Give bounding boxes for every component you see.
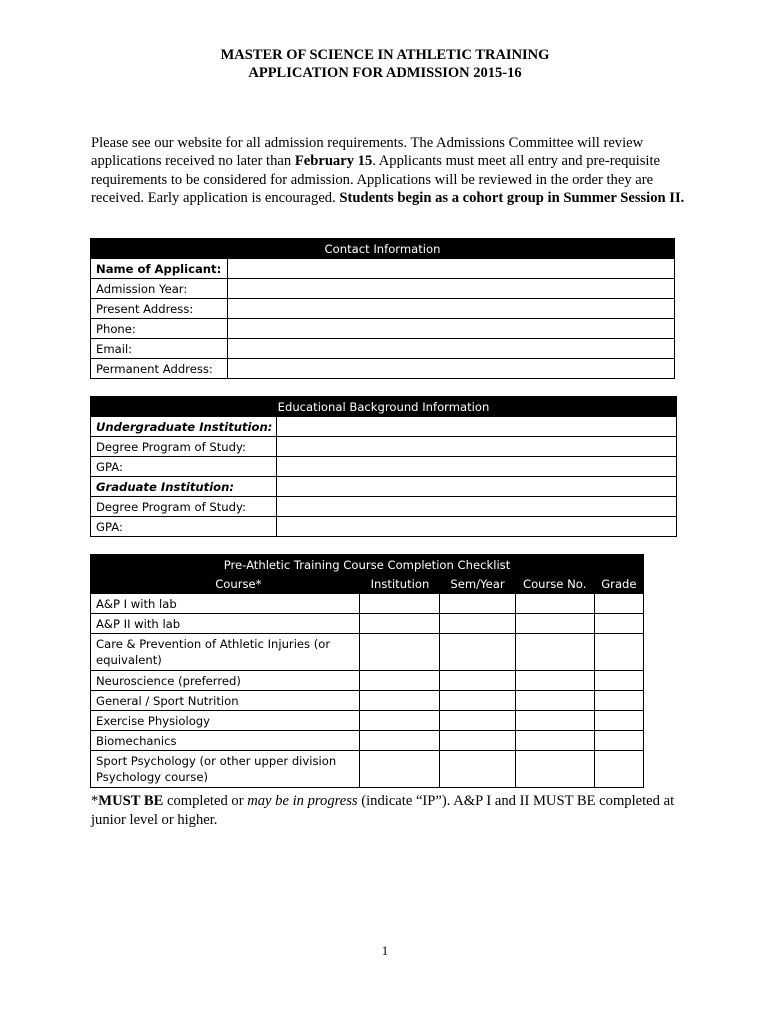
table-row: [91, 711, 644, 731]
institution-cell[interactable]: [360, 614, 440, 634]
course-no-cell[interactable]: [515, 731, 594, 751]
footnote-text-2: (indicate “IP”). A&P I and II MUST BE completed at junior level or higher.: [91, 793, 675, 828]
phone-input[interactable]: [228, 319, 675, 339]
institution-cell[interactable]: [360, 731, 440, 751]
column-course: Course*: [91, 575, 360, 594]
footnote-must-be: MUST BE: [98, 793, 164, 809]
column-grade: Grade: [594, 575, 643, 594]
admission-year-input[interactable]: [228, 279, 675, 299]
checklist-header: Pre-Athletic Training Course Completion Checklist: [91, 555, 644, 575]
course-no-cell[interactable]: [515, 594, 594, 614]
intro-text-2: . Applicants must meet all entry and pre-requisite requirements to be considered for admission. Applications will be reviewed in the order they are received. Early application is encouraged.: [91, 153, 660, 207]
admission-year-label: Admission Year:: [91, 279, 228, 299]
permanent-address-label: Permanent Address:: [91, 359, 228, 379]
undergrad-gpa-label: GPA:: [91, 457, 277, 477]
email-label: Email:: [91, 339, 228, 359]
table-row: [91, 731, 644, 751]
grad-institution-label: Graduate Institution:: [91, 477, 277, 497]
course-no-cell[interactable]: [515, 751, 594, 788]
course-name: Neuroscience (preferred): [91, 671, 360, 691]
grad-gpa-input[interactable]: [277, 517, 677, 537]
undergrad-degree-input[interactable]: [277, 437, 677, 457]
education-table: [90, 396, 677, 537]
title-line-1: MASTER OF SCIENCE IN ATHLETIC TRAINING: [220, 47, 550, 63]
course-no-cell[interactable]: [515, 634, 594, 671]
sem-year-cell[interactable]: [440, 711, 515, 731]
grad-institution-input[interactable]: [277, 477, 677, 497]
name-input[interactable]: [228, 259, 675, 279]
grad-degree-label: Degree Program of Study:: [91, 497, 277, 517]
document-title: [0, 46, 770, 82]
sem-year-cell[interactable]: [440, 671, 515, 691]
title-line-2: APPLICATION FOR ADMISSION 2015-16: [248, 65, 522, 81]
course-no-cell[interactable]: [515, 671, 594, 691]
table-row: [91, 691, 644, 711]
grade-cell[interactable]: [594, 594, 643, 614]
grade-cell[interactable]: [594, 634, 643, 671]
contact-information-table: [90, 238, 675, 379]
footnote: [91, 792, 691, 830]
footnote-star: *: [91, 793, 99, 809]
undergrad-institution-label: Undergraduate Institution:: [91, 417, 277, 437]
footnote-text-1: completed or: [163, 793, 248, 809]
course-name: Biomechanics: [91, 731, 360, 751]
undergrad-gpa-input[interactable]: [277, 457, 677, 477]
deadline-date: February 15: [294, 153, 373, 170]
column-institution: Institution: [360, 575, 440, 594]
cohort-note: Students begin as a cohort group in Summer Session II.: [339, 190, 685, 207]
footnote-in-progress: may be in progress: [247, 793, 358, 809]
education-header: Educational Background Information: [91, 397, 677, 417]
sem-year-cell[interactable]: [440, 691, 515, 711]
table-row: [91, 671, 644, 691]
column-course-no: Course No.: [515, 575, 594, 594]
institution-cell[interactable]: [360, 634, 440, 671]
course-name: Exercise Physiology: [91, 711, 360, 731]
name-label: Name of Applicant:: [91, 259, 228, 279]
table-row: [91, 594, 644, 614]
grade-cell[interactable]: [594, 614, 643, 634]
sem-year-cell[interactable]: [440, 731, 515, 751]
sem-year-cell[interactable]: [440, 751, 515, 788]
intro-text-1: Please see our website for all admission requirements. The Admissions Committee will review applications received no later than: [91, 135, 644, 170]
institution-cell[interactable]: [360, 671, 440, 691]
table-row: [91, 614, 644, 634]
course-name: A&P I with lab: [91, 594, 360, 614]
course-no-cell[interactable]: [515, 691, 594, 711]
page-number: 1: [381, 943, 389, 958]
email-input[interactable]: [228, 339, 675, 359]
institution-cell[interactable]: [360, 711, 440, 731]
present-address-label: Present Address:: [91, 299, 228, 319]
grade-cell[interactable]: [594, 731, 643, 751]
intro-paragraph: [91, 134, 691, 208]
institution-cell[interactable]: [360, 691, 440, 711]
present-address-input[interactable]: [228, 299, 675, 319]
column-sem-year: Sem/Year: [440, 575, 515, 594]
contact-header: Contact Information: [91, 239, 675, 259]
permanent-address-input[interactable]: [228, 359, 675, 379]
table-row: [91, 751, 644, 788]
grade-cell[interactable]: [594, 751, 643, 788]
grad-gpa-label: GPA:: [91, 517, 277, 537]
course-checklist-table: [90, 554, 644, 788]
course-name: General / Sport Nutrition: [91, 691, 360, 711]
grade-cell[interactable]: [594, 711, 643, 731]
institution-cell[interactable]: [360, 594, 440, 614]
grade-cell[interactable]: [594, 671, 643, 691]
grade-cell[interactable]: [594, 691, 643, 711]
course-name: A&P II with lab: [91, 614, 360, 634]
sem-year-cell[interactable]: [440, 594, 515, 614]
institution-cell[interactable]: [360, 751, 440, 788]
undergrad-institution-input[interactable]: [277, 417, 677, 437]
undergrad-degree-label: Degree Program of Study:: [91, 437, 277, 457]
table-row: [91, 634, 644, 671]
phone-label: Phone:: [91, 319, 228, 339]
sem-year-cell[interactable]: [440, 634, 515, 671]
course-no-cell[interactable]: [515, 614, 594, 634]
sem-year-cell[interactable]: [440, 614, 515, 634]
course-no-cell[interactable]: [515, 711, 594, 731]
course-name: Sport Psychology (or other upper division Psychology course): [91, 751, 360, 788]
grad-degree-input[interactable]: [277, 497, 677, 517]
course-name: Care & Prevention of Athletic Injuries (or equivalent): [91, 634, 360, 671]
